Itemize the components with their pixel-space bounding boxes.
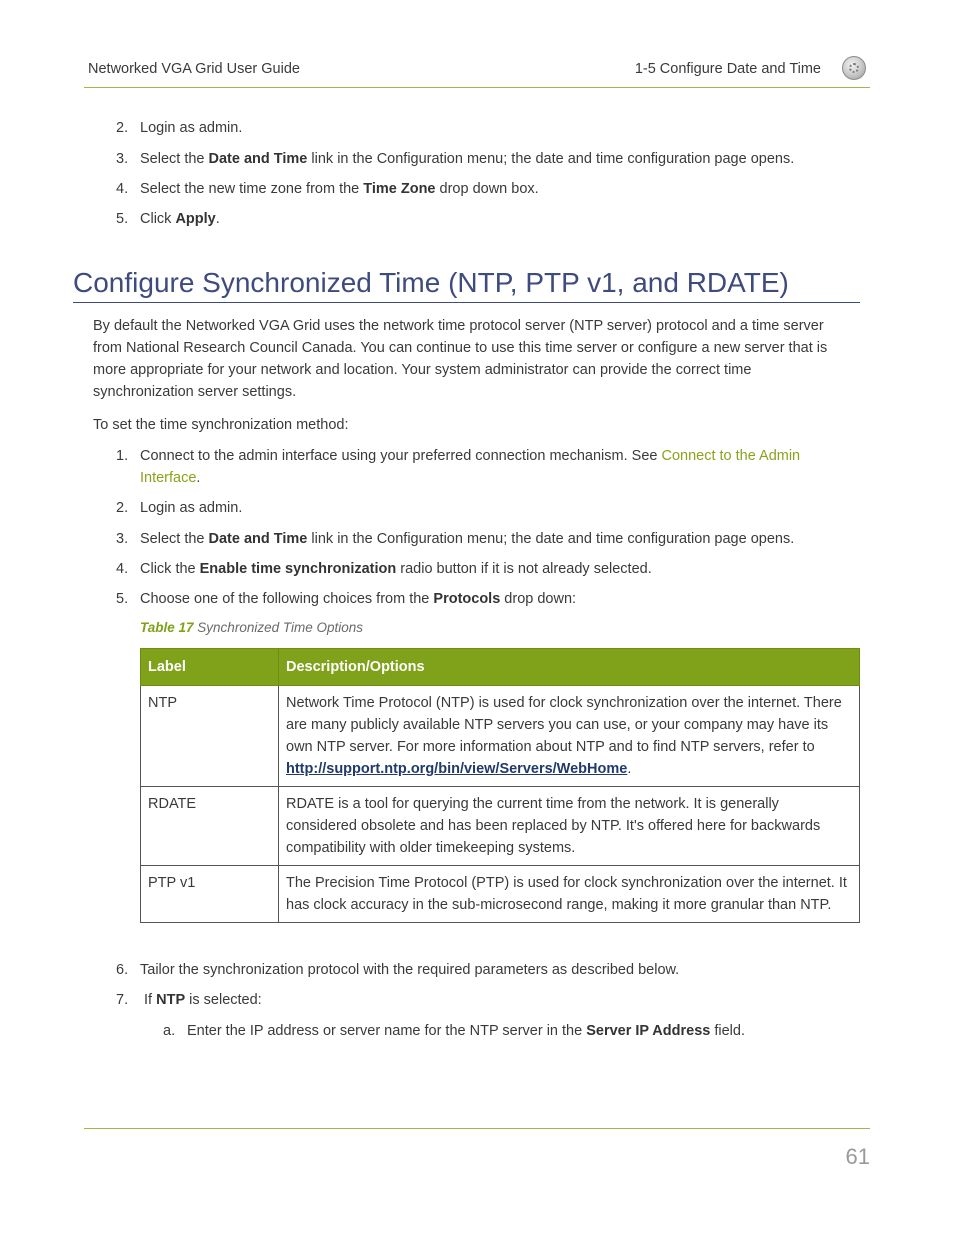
step-number: 5. <box>116 591 129 607</box>
table-title: Synchronized Time Options <box>197 620 364 635</box>
row-description: Network Time Protocol (NTP) is used for clock synchronization over the internet. There are many publicly available NTP servers you can use, or your company may have its own NTP server. For more information about NTP and to find NTP servers, refer to http://support.ntp.org/bin/view/Servers/WebHome. <box>279 686 860 787</box>
step-text: Choose one of the following choices from the Protocols drop down: <box>140 591 577 607</box>
step-text: Select the Date and Time link in the Configuration menu; the date and time configuration page opens. <box>140 531 795 547</box>
step-text: Login as admin. <box>140 500 243 516</box>
step-text: Select the new time zone from the Time Zone drop down box. <box>140 181 539 197</box>
step-number: 4. <box>116 181 129 197</box>
method-intro: To set the time synchronization method: <box>93 417 349 433</box>
step-number: 2. <box>116 120 129 136</box>
row-label: PTP v1 <box>141 866 279 923</box>
row-description: The Precision Time Protocol (PTP) is used for clock synchronization over the internet. It has clock accuracy in the sub-microsecond range, making it more granular than NTP. <box>279 866 860 923</box>
row-description: RDATE is a tool for querying the current time from the network. It is generally considered obsolete and has been replaced by NTP. It's offered here for backwards compatibility with older timekeeping systems. <box>279 787 860 866</box>
table-row <box>141 787 860 866</box>
step-text: Click Apply. <box>140 211 220 227</box>
table-row <box>141 866 860 923</box>
globe-logo-icon <box>842 56 866 80</box>
intro-paragraph: By default the Networked VGA Grid uses the network time protocol server (NTP server) protocol and a time server from National Research Council Canada. You can continue to use this time server or configure a new server that is more appropriate for your network and location. Your system administrator can provide the correct time synchronization server settings. <box>93 318 828 400</box>
step-number: 1. <box>116 448 129 464</box>
step-text: Tailor the synchronization protocol with the required parameters as described below. <box>140 962 680 978</box>
substep-text: Enter the IP address or server name for the NTP server in the Server IP Address field. <box>187 1023 746 1039</box>
row-label: RDATE <box>141 787 279 866</box>
step-number: 2. <box>116 500 129 516</box>
table-row <box>141 686 860 787</box>
step-text: If NTP is selected: <box>140 992 262 1008</box>
table-header-row <box>141 649 860 686</box>
step-text: Select the Date and Time link in the Configuration menu; the date and time configuration page opens. <box>140 151 795 167</box>
step-number: 3. <box>116 151 129 167</box>
guide-title: Networked VGA Grid User Guide <box>88 61 300 77</box>
step-number: 5. <box>116 211 129 227</box>
page-number: 61 <box>845 1144 870 1169</box>
step-number: 3. <box>116 531 129 547</box>
ntp-servers-link[interactable]: http://support.ntp.org/bin/view/Servers/WebHome <box>286 761 628 777</box>
row-label: NTP <box>141 686 279 787</box>
section-title: 1-5 Configure Date and Time <box>634 61 821 77</box>
column-header: Description/Options <box>279 649 860 686</box>
page-header <box>84 56 870 88</box>
step-number: 4. <box>116 561 129 577</box>
step-number: 6. <box>116 962 129 978</box>
step-text: Login as admin. <box>140 120 243 136</box>
table-caption <box>140 620 363 635</box>
sync-options-table <box>140 648 860 923</box>
section-heading: Configure Synchronized Time (NTP, PTP v1, and RDATE) <box>73 264 860 303</box>
footer-divider <box>84 1128 870 1129</box>
step-text: Click the Enable time synchronization radio button if it is not already selected. <box>140 561 652 577</box>
substep-letter: a. <box>163 1023 176 1039</box>
column-header: Label <box>141 649 279 686</box>
step-text: Connect to the admin interface using your preferred connection mechanism. See Connect to the Admin Interface. <box>140 448 801 486</box>
table-number: Table 17 <box>140 620 194 635</box>
step-number: 7. <box>116 992 129 1008</box>
admin-interface-link[interactable]: Connect to the Admin Interface <box>140 448 801 486</box>
